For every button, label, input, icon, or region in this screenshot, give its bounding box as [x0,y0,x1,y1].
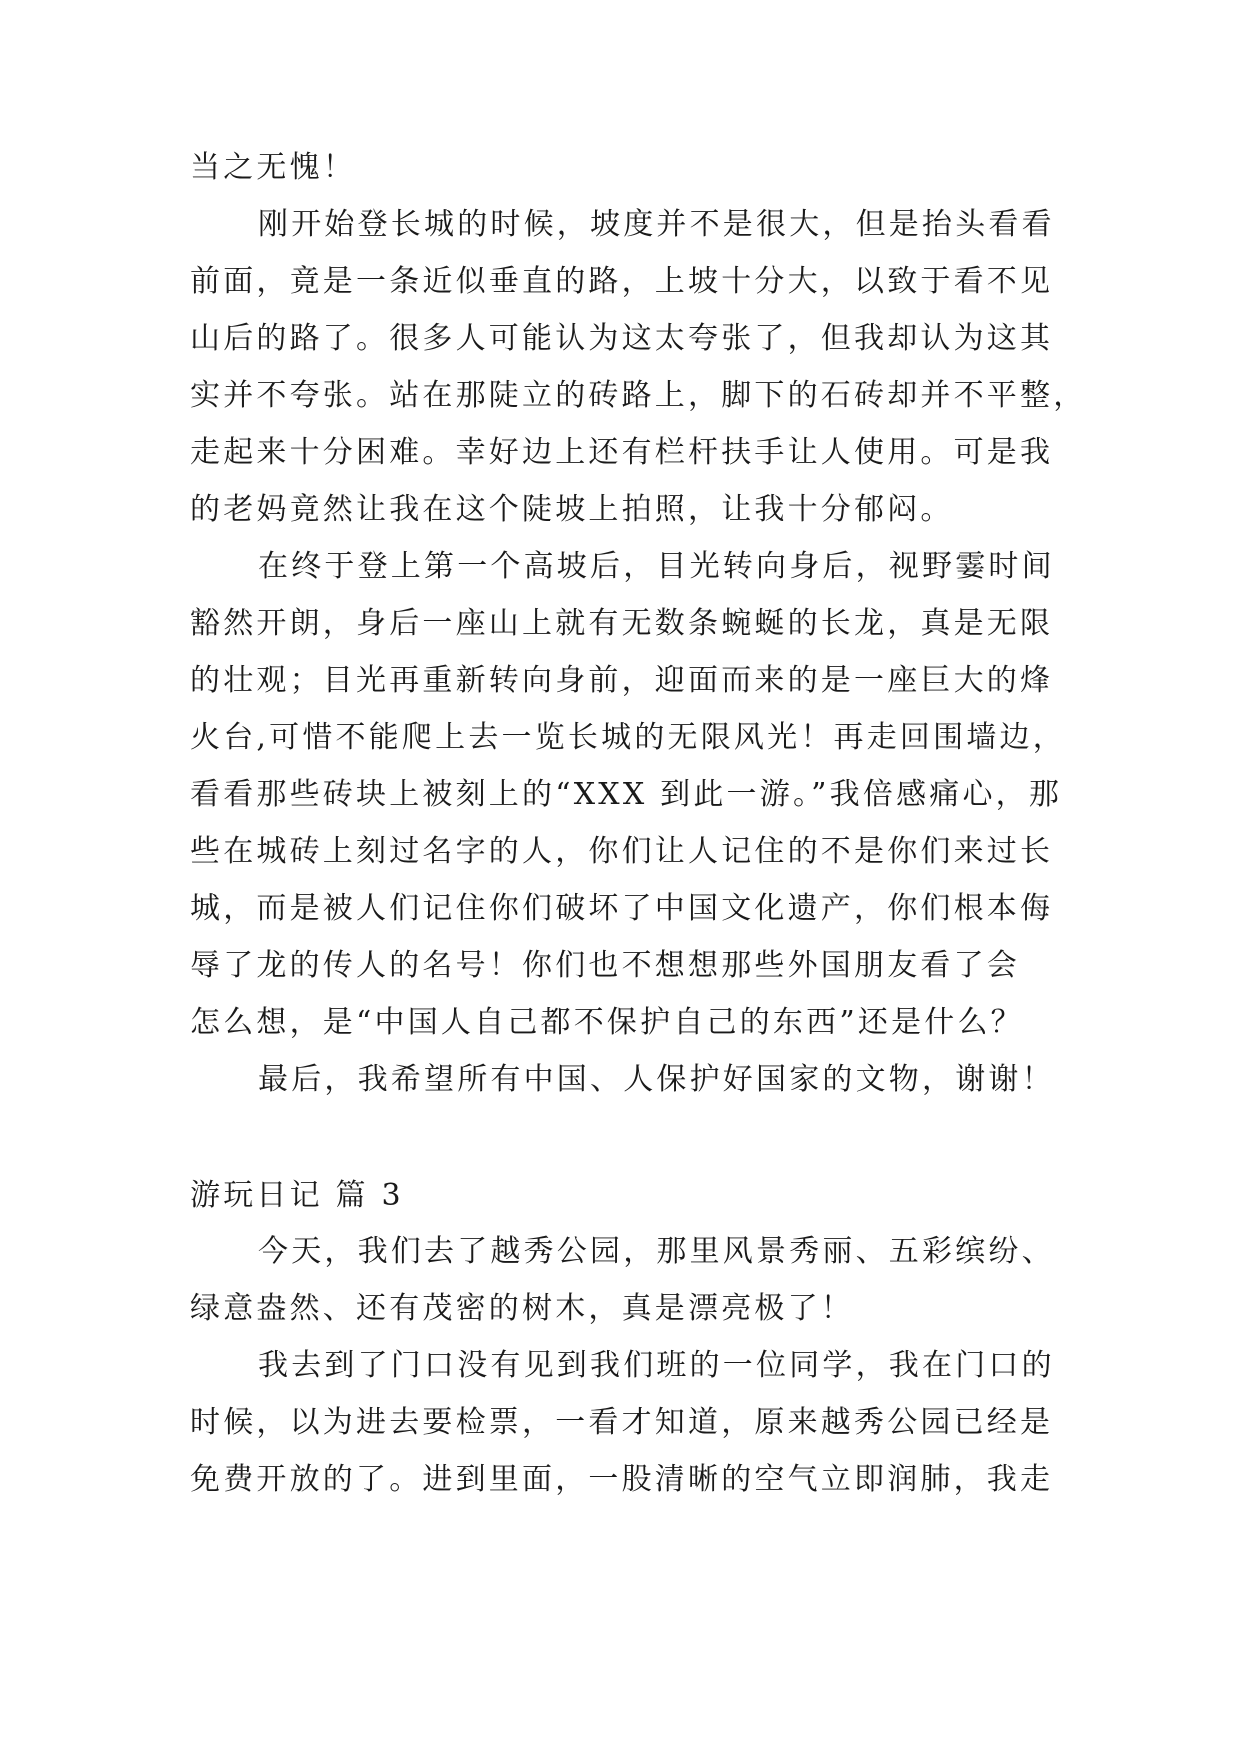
line-text: 实并不夸张。站在那陡立的砖路上，脚下的石砖却并不平整， [190,378,1087,413]
text-line [0,718,1241,758]
line-text: 刚开始登长城的时候，坡度并不是很大，但是抬头看看 [258,207,1055,242]
line-text: 辱了龙的传人的名号！你们也不想想那些外国朋友看了会 [190,948,1020,983]
text-line [0,433,1241,473]
text-line [0,148,1241,188]
line-text: 的壮观；目光再重新转向身前，迎面而来的是一座巨大的烽 [190,663,1054,698]
line-text: 最后，我希望所有中国、人保护好国家的文物，谢谢！ [258,1062,1055,1097]
line-text: 城，而是被人们记住你们破坏了中国文化遗产，你们根本侮 [190,891,1054,926]
text-line [0,376,1241,416]
line-text: 山后的路了。很多人可能认为这太夸张了，但我却认为这其 [190,321,1054,356]
line-text: 些在城砖上刻过名字的人，你们让人记住的不是你们来过长 [190,834,1054,869]
paragraph-first-line [0,1346,1241,1386]
line-text: 的老妈竟然让我在这个陡坡上拍照，让我十分郁闷。 [190,492,954,527]
text-line [0,1289,1241,1329]
paragraph-first-line [0,205,1241,245]
text-line [0,604,1241,644]
paragraph-first-line [0,547,1241,587]
line-text: 我去到了门口没有见到我们班的一位同学，我在门口的 [258,1348,1055,1383]
text-line [0,661,1241,701]
text-line [0,889,1241,929]
text-line [0,775,1241,815]
line-text: 走起来十分困难。幸好边上还有栏杆扶手让人使用。可是我 [190,435,1054,470]
section-heading [0,1176,1241,1216]
line-text: 怎么想，是“中国人自己都不保护自己的东西”还是什么？ [190,1005,1024,1040]
line-text: 前面，竟是一条近似垂直的路，上坡十分大，以致于看不见 [190,264,1054,299]
line-text: 时候，以为进去要检票，一看才知道，原来越秀公园已经是 [190,1405,1054,1440]
line-text: 今天，我们去了越秀公园，那里风景秀丽、五彩缤纷、 [258,1234,1055,1269]
text-line [0,1460,1241,1500]
heading-text: 游玩日记 篇 3 [190,1178,404,1213]
text-line [0,1003,1241,1043]
line-text: 当之无愧！ [190,150,356,185]
paragraph-first-line [0,1232,1241,1272]
text-line [0,490,1241,530]
text-line [0,1403,1241,1443]
text-line [0,262,1241,302]
line-text: 豁然开朗，身后一座山上就有无数条蜿蜒的长龙，真是无限 [190,606,1054,641]
text-line [0,832,1241,872]
text-line [0,319,1241,359]
line-text: 免费开放的了。进到里面，一股清晰的空气立即润肺，我走 [190,1462,1054,1497]
line-text: 绿意盎然、还有茂密的树木，真是漂亮极了！ [190,1291,854,1326]
line-text: 在终于登上第一个高坡后，目光转向身后，视野霎时间 [258,549,1055,584]
text-line [0,946,1241,986]
line-text: 看看那些砖块上被刻上的“XXX 到此一游。”我倍感痛心，那 [190,777,1063,812]
line-text: 火台,可惜不能爬上去一览长城的无限风光！再走回围墙边， [190,720,1066,755]
paragraph-first-line [0,1060,1241,1100]
